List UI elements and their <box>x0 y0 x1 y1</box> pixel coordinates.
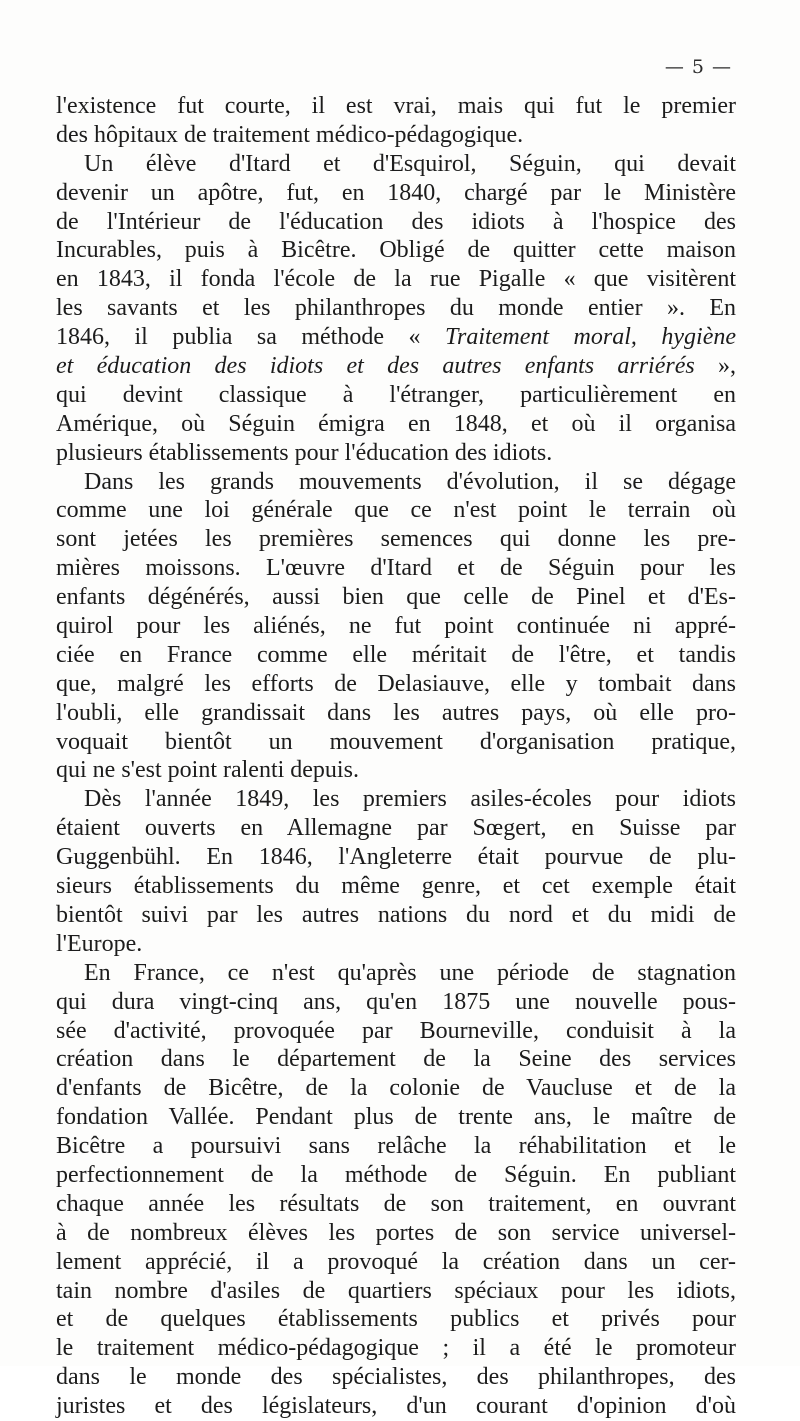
text-line: l'existence fut courte, il est vrai, mais qui fut le premier <box>56 93 736 119</box>
text-line: Amérique, où Séguin émigra en 1848, et où il organisa <box>56 410 736 437</box>
text-line <box>56 352 736 381</box>
text-line: Bicêtre a poursuivi sans relâche la réhabilitation et le <box>56 1133 736 1160</box>
text-line: devenir un apôtre, fut, en 1840, chargé par le Ministère <box>56 179 736 206</box>
text-line: les savants et les philanthropes du monde entier ». En <box>56 295 736 322</box>
text-segment: », <box>694 353 736 380</box>
text-line: lement apprécié, il a provoqué la création dans un cer- <box>56 1248 736 1275</box>
text-line: fondation Vallée. Pendant plus de trente ans, le maître de <box>56 1104 736 1131</box>
text-line: quirol pour les aliénés, ne fut point continuée ni appré- <box>56 613 736 640</box>
text-line: création dans le département de la Seine des services <box>56 1046 736 1073</box>
text-line <box>56 323 736 352</box>
text-line: qui ne s'est point ralenti depuis. <box>56 757 359 784</box>
text-line: En France, ce n'est qu'après une période de stagnation <box>84 959 736 986</box>
text-line: enfants dégénérés, aussi bien que celle de Pinel et d'Es- <box>56 584 736 611</box>
text-line: Dans les grands mouvements d'évolution, il se dégage <box>84 468 736 495</box>
text-line: qui dura vingt-cinq ans, qu'en 1875 une nouvelle pous- <box>56 988 736 1015</box>
italic-title: et éducation des idiots et des autres enfants arriérés <box>56 353 695 380</box>
text-line: étaient ouverts en Allemagne par Sœgert, en Suisse par <box>56 815 736 842</box>
body-text <box>56 92 736 1421</box>
text-line: l'oubli, elle grandissait dans les autres pays, où elle pro- <box>56 699 736 726</box>
text-line: juristes et des législateurs, d'un courant d'opinion d'où <box>56 1393 736 1420</box>
text-line: des hôpitaux de traitement médico-pédagogique. <box>56 121 524 148</box>
text-line: sée d'activité, provoquée par Bourneville, conduisit à la <box>56 1017 736 1044</box>
text-line: qui devint classique à l'étranger, particulièrement en <box>56 381 736 408</box>
text-line: ciée en France comme elle méritait de l'être, et tandis <box>56 641 736 668</box>
text-line: dans le monde des spécialistes, des philanthropes, des <box>56 1364 736 1391</box>
text-line: voquait bientôt un mouvement d'organisation pratique, <box>56 728 736 755</box>
text-line: et de quelques établissements publics et privés pour <box>56 1306 736 1333</box>
text-line: perfectionnement de la méthode de Séguin. En publiant <box>56 1161 736 1188</box>
text-line: en 1843, il fonda l'école de la rue Pigalle « que visitèrent <box>56 266 736 293</box>
italic-title: Traitement moral, hygiène <box>445 324 736 351</box>
text-line: plusieurs établissements pour l'éducation des idiots. <box>56 439 553 466</box>
text-line: Un élève d'Itard et d'Esquirol, Séguin, qui devait <box>84 150 736 177</box>
text-line: mières moissons. L'œuvre d'Itard et de Séguin pour les <box>56 555 736 582</box>
text-line: bientôt suivi par les autres nations du nord et du midi de <box>56 901 736 928</box>
text-line: chaque année les résultats de son traitement, en ouvrant <box>56 1190 736 1217</box>
text-line: Dès l'année 1849, les premiers asiles-écoles pour idiots <box>84 786 736 813</box>
text-line: comme une loi générale que ce n'est point le terrain où <box>56 497 736 524</box>
text-line: tain nombre d'asiles de quartiers spéciaux pour les idiots, <box>56 1277 736 1304</box>
text-line: de l'Intérieur de l'éducation des idiots à l'hospice des <box>56 208 736 235</box>
text-line: que, malgré les efforts de Delasiauve, elle y tombait dans <box>56 670 736 697</box>
text-line: à de nombreux élèves les portes de son service universel- <box>56 1219 736 1246</box>
text-line: Guggenbühl. En 1846, l'Angleterre était pourvue de plu- <box>56 844 736 871</box>
page-number: — 5 — <box>664 56 732 78</box>
text-line: le traitement médico-pédagogique ; il a été le promoteur <box>56 1335 736 1362</box>
text-line: l'Europe. <box>56 930 143 957</box>
text-line: Incurables, puis à Bicêtre. Obligé de quitter cette maison <box>56 237 736 264</box>
text-line: sont jetées les premières semences qui donne les pre- <box>56 526 736 553</box>
text-segment: 1846, il publia sa méthode « <box>56 324 446 351</box>
text-line: d'enfants de Bicêtre, de la colonie de Vaucluse et de la <box>56 1075 736 1102</box>
text-line: sieurs établissements du même genre, et cet exemple était <box>56 873 736 900</box>
